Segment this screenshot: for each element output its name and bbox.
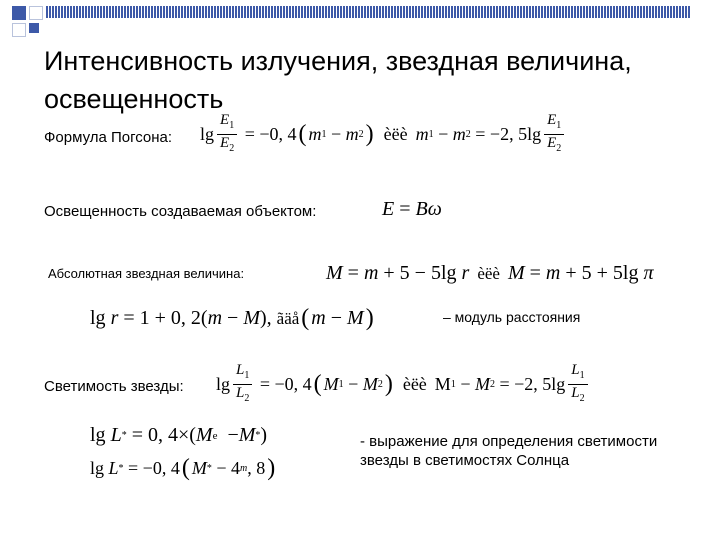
luminosity-label: Светимость звезды: <box>44 378 184 395</box>
stripe-line <box>253 6 255 18</box>
stripe-line <box>520 6 522 18</box>
stripe-line <box>436 6 438 18</box>
stripe-line <box>469 6 471 18</box>
stripe-line <box>610 6 612 18</box>
stripe-line <box>538 6 540 18</box>
stripe-line <box>358 6 360 18</box>
stripe-line <box>61 6 63 18</box>
stripe-line <box>583 6 585 18</box>
stripe-line <box>589 6 591 18</box>
stripe-line <box>577 6 579 18</box>
header-stripe <box>46 6 691 18</box>
stripe-line <box>301 6 303 18</box>
stripe-line <box>127 6 129 18</box>
stripe-line <box>460 6 462 18</box>
distance-caption: – модуль расстояния <box>443 309 581 325</box>
stripe-line <box>499 6 501 18</box>
stripe-line <box>661 6 663 18</box>
solar-formula-2: lg L * = −0, 4 ( M * − 4 m , 8 ) <box>90 455 276 481</box>
stripe-line <box>562 6 564 18</box>
stripe-line <box>211 6 213 18</box>
stripe-line <box>631 6 633 18</box>
stripe-line <box>367 6 369 18</box>
stripe-line <box>151 6 153 18</box>
stripe-line <box>373 6 375 18</box>
stripe-line <box>343 6 345 18</box>
stripe-line <box>286 6 288 18</box>
stripe-line <box>133 6 135 18</box>
stripe-line <box>601 6 603 18</box>
stripe-line <box>112 6 114 18</box>
stripe-line <box>478 6 480 18</box>
stripe-line <box>511 6 513 18</box>
stripe-line <box>493 6 495 18</box>
stripe-line <box>580 6 582 18</box>
stripe-line <box>91 6 93 18</box>
stripe-line <box>526 6 528 18</box>
stripe-line <box>196 6 198 18</box>
stripe-line <box>295 6 297 18</box>
stripe-line <box>106 6 108 18</box>
stripe-line <box>535 6 537 18</box>
corner-square-2 <box>29 6 43 20</box>
stripe-line <box>397 6 399 18</box>
stripe-line <box>232 6 234 18</box>
stripe-line <box>274 6 276 18</box>
stripe-line <box>256 6 258 18</box>
stripe-line <box>607 6 609 18</box>
stripe-line <box>622 6 624 18</box>
stripe-line <box>433 6 435 18</box>
stripe-line <box>55 6 57 18</box>
stripe-line <box>250 6 252 18</box>
stripe-line <box>58 6 60 18</box>
stripe-line <box>658 6 660 18</box>
stripe-line <box>73 6 75 18</box>
stripe-line <box>124 6 126 18</box>
stripe-line <box>361 6 363 18</box>
stripe-line <box>85 6 87 18</box>
stripe-line <box>340 6 342 18</box>
absolute-formula: M = m + 5 − 5lg r èëè M = m + 5 + 5lg π <box>326 262 654 284</box>
stripe-line <box>157 6 159 18</box>
stripe-line <box>385 6 387 18</box>
illumination-label: Освещенность создаваемая объектом: <box>44 203 317 220</box>
stripe-line <box>616 6 618 18</box>
stripe-line <box>67 6 69 18</box>
stripe-line <box>136 6 138 18</box>
stripe-line <box>280 6 282 18</box>
stripe-line <box>160 6 162 18</box>
stripe-line <box>277 6 279 18</box>
stripe-line <box>109 6 111 18</box>
stripe-line <box>178 6 180 18</box>
stripe-line <box>628 6 630 18</box>
stripe-line <box>331 6 333 18</box>
distance-connector: ãäå <box>276 308 300 328</box>
stripe-line <box>679 6 681 18</box>
distance-formula: lg r = 1 + 0, 2( m − M ), ãäå ( m − M ) <box>90 305 374 331</box>
illumination-formula: E = Bω <box>382 198 442 220</box>
stripe-line <box>421 6 423 18</box>
stripe-line <box>226 6 228 18</box>
stripe-line <box>370 6 372 18</box>
stripe-line <box>355 6 357 18</box>
stripe-line <box>466 6 468 18</box>
stripe-line <box>415 6 417 18</box>
stripe-line <box>544 6 546 18</box>
stripe-line <box>148 6 150 18</box>
stripe-line <box>550 6 552 18</box>
corner-square-1 <box>12 6 26 20</box>
stripe-line <box>208 6 210 18</box>
stripe-line <box>142 6 144 18</box>
stripe-line <box>166 6 168 18</box>
stripe-line <box>289 6 291 18</box>
stripe-line <box>283 6 285 18</box>
stripe-line <box>349 6 351 18</box>
stripe-line <box>568 6 570 18</box>
stripe-line <box>382 6 384 18</box>
stripe-line <box>169 6 171 18</box>
stripe-line <box>46 6 48 18</box>
stripe-line <box>565 6 567 18</box>
stripe-line <box>418 6 420 18</box>
stripe-line <box>82 6 84 18</box>
stripe-line <box>271 6 273 18</box>
stripe-line <box>229 6 231 18</box>
stripe-line <box>613 6 615 18</box>
stripe-line <box>676 6 678 18</box>
stripe-line <box>214 6 216 18</box>
stripe-line <box>571 6 573 18</box>
stripe-line <box>505 6 507 18</box>
stripe-line <box>325 6 327 18</box>
stripe-line <box>217 6 219 18</box>
stripe-line <box>574 6 576 18</box>
corner-square-3 <box>12 23 26 37</box>
stripe-line <box>70 6 72 18</box>
stripe-line <box>439 6 441 18</box>
stripe-line <box>643 6 645 18</box>
stripe-line <box>247 6 249 18</box>
stripe-line <box>265 6 267 18</box>
stripe-line <box>454 6 456 18</box>
stripe-line <box>220 6 222 18</box>
stripe-line <box>235 6 237 18</box>
stripe-line <box>646 6 648 18</box>
stripe-line <box>484 6 486 18</box>
stripe-line <box>52 6 54 18</box>
stripe-line <box>292 6 294 18</box>
stripe-line <box>445 6 447 18</box>
stripe-line <box>298 6 300 18</box>
stripe-line <box>541 6 543 18</box>
luminosity-connector: èëè <box>402 374 427 394</box>
stripe-line <box>667 6 669 18</box>
stripe-line <box>670 6 672 18</box>
stripe-line <box>334 6 336 18</box>
stripe-line <box>175 6 177 18</box>
stripe-line <box>406 6 408 18</box>
pogson-label: Формула Погсона: <box>44 129 173 146</box>
stripe-line <box>319 6 321 18</box>
stripe-line <box>262 6 264 18</box>
stripe-line <box>244 6 246 18</box>
stripe-line <box>388 6 390 18</box>
stripe-line <box>472 6 474 18</box>
stripe-line <box>442 6 444 18</box>
stripe-line <box>652 6 654 18</box>
stripe-line <box>517 6 519 18</box>
stripe-line <box>154 6 156 18</box>
stripe-line <box>181 6 183 18</box>
stripe-line <box>625 6 627 18</box>
stripe-line <box>640 6 642 18</box>
stripe-line <box>238 6 240 18</box>
pogson-formula: lg $\frac{E_1}{E_2}$ = −0, 4 ( m 1 − m 2 ) èëè m 1 − m 2 = −2, 5lg $\frac{E_1}{E_2}$ <box>200 112 567 157</box>
stripe-line <box>379 6 381 18</box>
stripe-line <box>448 6 450 18</box>
stripe-line <box>481 6 483 18</box>
stripe-line <box>364 6 366 18</box>
stripe-line <box>529 6 531 18</box>
stripe-line <box>673 6 675 18</box>
stripe-line <box>118 6 120 18</box>
stripe-line <box>64 6 66 18</box>
stripe-line <box>592 6 594 18</box>
stripe-line <box>523 6 525 18</box>
stripe-line <box>463 6 465 18</box>
stripe-line <box>412 6 414 18</box>
stripe-line <box>184 6 186 18</box>
stripe-line <box>586 6 588 18</box>
stripe-line <box>376 6 378 18</box>
stripe-line <box>79 6 81 18</box>
stripe-line <box>664 6 666 18</box>
stripe-line <box>508 6 510 18</box>
stripe-line <box>139 6 141 18</box>
stripe-line <box>310 6 312 18</box>
stripe-line <box>430 6 432 18</box>
stripe-line <box>487 6 489 18</box>
stripe-line <box>556 6 558 18</box>
stripe-line <box>409 6 411 18</box>
solar-formula-1: lg L * = 0, 4×( M e − M * ) <box>90 424 268 446</box>
stripe-line <box>649 6 651 18</box>
stripe-line <box>394 6 396 18</box>
stripe-line <box>496 6 498 18</box>
stripe-line <box>97 6 99 18</box>
stripe-line <box>163 6 165 18</box>
stripe-line <box>145 6 147 18</box>
stripe-line <box>115 6 117 18</box>
stripe-line <box>205 6 207 18</box>
stripe-line <box>475 6 477 18</box>
corner-square-4 <box>29 23 39 33</box>
stripe-line <box>400 6 402 18</box>
stripe-line <box>241 6 243 18</box>
stripe-line <box>490 6 492 18</box>
absolute-connector: èëè <box>477 263 500 283</box>
pogson-connector: èëè <box>383 124 408 144</box>
stripe-line <box>685 6 687 18</box>
stripe-line <box>532 6 534 18</box>
stripe-line <box>130 6 132 18</box>
stripe-line <box>223 6 225 18</box>
stripe-line <box>316 6 318 18</box>
stripe-line <box>451 6 453 18</box>
stripe-line <box>391 6 393 18</box>
stripe-line <box>88 6 90 18</box>
stripe-line <box>514 6 516 18</box>
stripe-line <box>199 6 201 18</box>
stripe-line <box>655 6 657 18</box>
stripe-line <box>403 6 405 18</box>
stripe-line <box>187 6 189 18</box>
stripe-line <box>100 6 102 18</box>
stripe-line <box>268 6 270 18</box>
stripe-line <box>595 6 597 18</box>
stripe-line <box>259 6 261 18</box>
stripe-line <box>604 6 606 18</box>
stripe-line <box>190 6 192 18</box>
stripe-line <box>307 6 309 18</box>
stripe-line <box>328 6 330 18</box>
stripe-line <box>94 6 96 18</box>
stripe-line <box>637 6 639 18</box>
stripe-line <box>553 6 555 18</box>
stripe-line <box>337 6 339 18</box>
slide-title: Интенсивность излучения, звездная величина, освещенность <box>44 46 632 114</box>
stripe-line <box>352 6 354 18</box>
stripe-line <box>502 6 504 18</box>
stripe-line <box>619 6 621 18</box>
stripe-line <box>598 6 600 18</box>
stripe-line <box>682 6 684 18</box>
stripe-line <box>49 6 51 18</box>
stripe-line <box>559 6 561 18</box>
stripe-line <box>634 6 636 18</box>
stripe-line <box>121 6 123 18</box>
stripe-line <box>313 6 315 18</box>
stripe-line <box>346 6 348 18</box>
stripe-line <box>424 6 426 18</box>
stripe-line <box>103 6 105 18</box>
stripe-line <box>688 6 690 18</box>
stripe-line <box>322 6 324 18</box>
absolute-label: Абсолютная звездная величина: <box>48 266 245 281</box>
stripe-line <box>427 6 429 18</box>
stripe-line <box>76 6 78 18</box>
stripe-line <box>457 6 459 18</box>
stripe-line <box>172 6 174 18</box>
stripe-line <box>193 6 195 18</box>
stripe-line <box>202 6 204 18</box>
stripe-line <box>547 6 549 18</box>
luminosity-formula: lg $\frac{L_1}{L_2}$ = −0, 4 ( M 1 − M 2 ) èëè M 1 − M 2 = −2, 5lg $\frac{L_1}{L_2}$ <box>216 362 591 407</box>
stripe-line <box>304 6 306 18</box>
solar-caption: - выражение для определения светимости звезды в светимостях Солнца <box>360 433 658 469</box>
